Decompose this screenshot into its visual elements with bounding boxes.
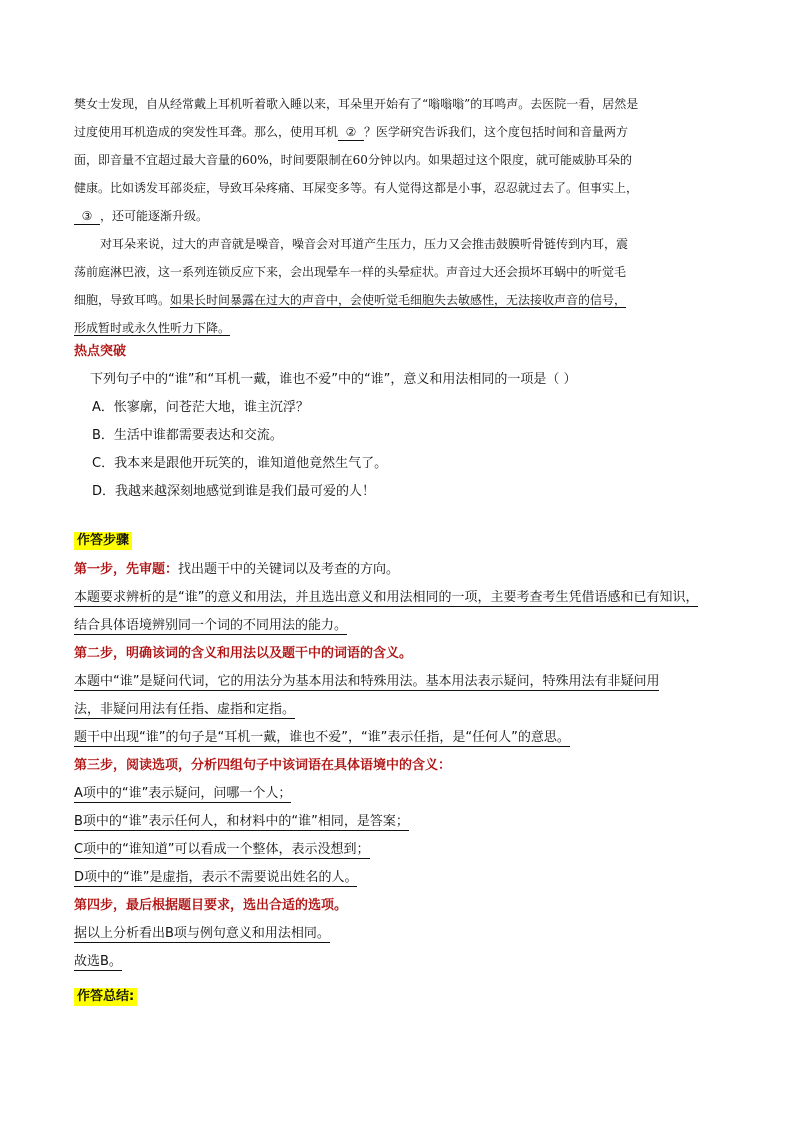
step-label: 第一步，先审题：: [74, 562, 179, 577]
option-b: B．生活中谁都需要表达和交流。: [92, 428, 283, 443]
blank-2: ②: [338, 124, 364, 141]
step-3-heading: 第三步，阅读选项，分析四组句子中该词语在具体语境中的含义：: [74, 758, 452, 773]
passage-line: 荡前庭淋巴液，这一系列连锁反应下来，会出现晕车一样的头晕症状。声音过大还会损坏耳蜗中的听觉毛: [74, 265, 627, 279]
step-text: 结合具体语境辨别同一个词的不同用法的能力。: [74, 618, 348, 633]
passage-text: 细胞，导致耳鸣。: [74, 293, 171, 307]
question-stem: 下列句子中的“谁”和“耳机一戴，谁也不爱”中的“谁”，意义和用法相同的一项是（ ）: [90, 372, 577, 387]
step-4-heading: 第四步，最后根据题目要求，选出合适的选项。: [74, 898, 348, 913]
blank-3: ③: [74, 208, 100, 225]
step-line: [74, 584, 730, 612]
passage-line: 健康。比如诱发耳部炎症，导致耳朵疼痛、耳屎变多等。有人觉得这都是小事，忍忍就过去了。但事实上，: [74, 181, 639, 195]
passage-line: [74, 286, 722, 314]
passage-line: [74, 314, 722, 342]
step-text: 找出题干中的关键词以及考查的方向。: [178, 562, 400, 577]
step-text: 本题中“谁”是疑问代词，它的用法分为基本用法和特殊用法。基本用法表示疑问，特殊用法有非疑问用: [74, 674, 660, 689]
step-line: [74, 920, 730, 948]
step-line: [74, 668, 730, 696]
step-line: [74, 780, 730, 808]
passage-text: ？医学研究告诉我们，这个度包括时间和音量两方: [364, 125, 629, 139]
passage-line: 樊女士发现，自从经常戴上耳机听着歌入睡以来，耳朵里开始有了“嗡嗡嗡”的耳鸣声。去医院一看，居然是: [74, 97, 639, 111]
passage-text: ，还可能逐渐升级。: [100, 209, 209, 223]
option-a: A．怅寥廓，问苍茫大地，谁主沉浮？: [92, 400, 309, 415]
step-line: [74, 836, 730, 864]
step-text: C项中的“谁知道”可以看成一个整体，表示没想到；: [74, 842, 370, 857]
step-text: 据以上分析看出B项与例句意义和用法相同。: [74, 926, 330, 941]
answer-text: 故选B。: [74, 954, 122, 969]
passage-line: 对耳朵来说，过大的声音就是噪音，噪音会对耳道产生压力，压力又会推击鼓膜听骨链传到内耳，震: [100, 237, 629, 251]
question-block: [84, 366, 714, 506]
answer-line: [74, 948, 730, 976]
step-line: [74, 724, 730, 752]
step-1-heading: [74, 556, 730, 584]
steps-heading: 作答步骤: [74, 532, 132, 550]
option-c: C．我本来是跟他开玩笑的，谁知道他竟然生气了。: [92, 456, 388, 471]
step-text: 题干中出现“谁”的句子是“耳机一戴，谁也不爱”，“谁”表示任指，是“任何人”的意思。: [74, 730, 570, 745]
step-text: D项中的“谁”是虚指，表示不需要说出姓名的人。: [74, 870, 358, 885]
step-text: 本题要求辨析的是“谁”的意义和用法，并且选出意义和用法相同的一项，主要考查考生凭借语感和已有知识，: [74, 590, 699, 605]
reading-passage: [74, 90, 722, 342]
passage-line: [74, 202, 722, 230]
step-line: [74, 612, 730, 640]
step-text: A项中的“谁”表示疑问，问哪一个人；: [74, 786, 292, 801]
step-text: B项中的“谁”表示任何人，和材料中的“谁”相同，是答案；: [74, 814, 409, 829]
passage-line: 面，即音量不宜超过最大音量的60%，时间要限制在60分钟以内。如果超过这个限度，就可能威胁耳朵的: [74, 153, 632, 167]
passage-line: [74, 118, 722, 146]
option-d: D．我越来越深刻地感觉到谁是我们最可爱的人！: [92, 484, 376, 499]
passage-text: 过度使用耳机造成的突发性耳聋。那么，使用耳机: [74, 125, 339, 139]
step-line: [74, 864, 730, 892]
summary-heading: 作答总结:: [74, 988, 137, 1006]
step-2-heading: 第二步，明确该词的含义和用法以及题干中的词语的含义。: [74, 646, 413, 661]
underlined-sentence: 如果长时间暴露在过大的声音中，会使听觉毛细胞失去敏感性，无法接收声音的信号，: [170, 293, 627, 307]
step-line: [74, 696, 730, 724]
hotspot-heading: 热点突破: [74, 344, 127, 359]
step-line: [74, 808, 730, 836]
answer-steps: [74, 556, 730, 976]
step-text: 法，非疑问用法有任指、虚指和定指。: [74, 702, 296, 717]
underlined-sentence: 形成暂时或永久性听力下降。: [74, 321, 231, 335]
